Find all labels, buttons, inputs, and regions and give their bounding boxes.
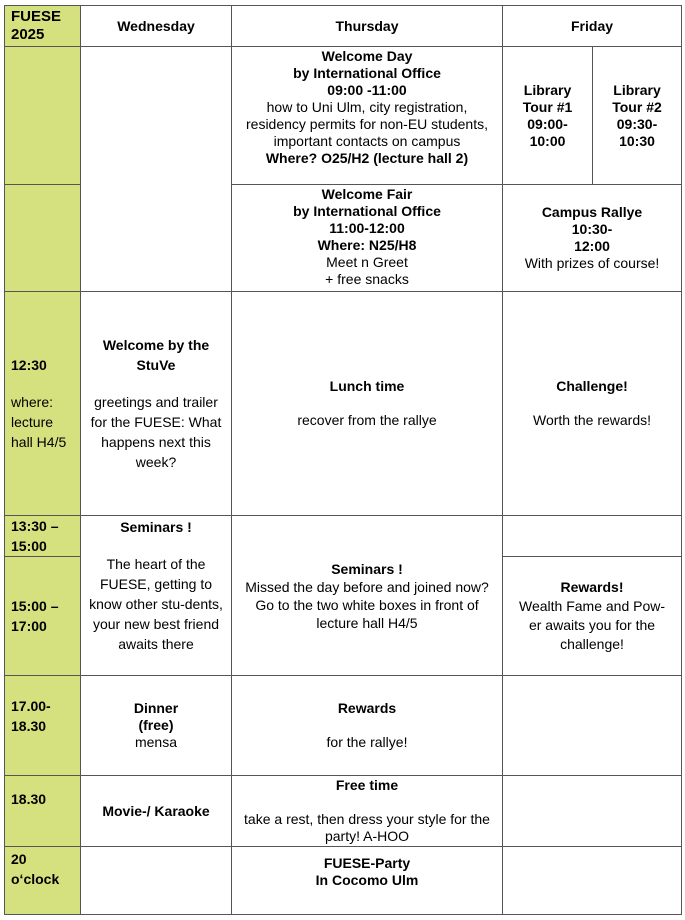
- time-1230: 12:30: [11, 357, 47, 373]
- fri-challenge-cell: [503, 292, 682, 516]
- library-tour-2-line-1: Library: [613, 81, 661, 98]
- time-2000-line-2: o‘clock: [11, 871, 60, 887]
- lunch-title: Lunch time: [329, 378, 405, 394]
- day-header-friday: Friday: [503, 6, 682, 47]
- thu-seminars-title: Seminars !: [331, 560, 403, 577]
- thu-welcome-fair-cell: [232, 185, 503, 292]
- time-cell-1500: [5, 557, 81, 676]
- challenge-title: Challenge!: [556, 378, 628, 394]
- thu-lunch-cell: [232, 292, 503, 516]
- wed-cell-2000: [81, 847, 232, 915]
- where-line-1: where:: [11, 394, 54, 410]
- thu-rewards-desc: for the rallye!: [326, 734, 408, 750]
- row-1: [5, 47, 682, 185]
- time-1700-line-1: 17.00-: [11, 698, 51, 714]
- day-header-thursday: Thursday: [232, 6, 503, 47]
- time-cell-1: [5, 47, 81, 185]
- row-8: [5, 847, 682, 915]
- welcome-stuve-desc: greetings and trailer for the FUESE: What happens next this week?: [90, 394, 222, 470]
- dinner-sub: (free): [138, 717, 174, 733]
- wed-seminars-title: Seminars !: [120, 519, 192, 535]
- fri-cell-1700: [503, 676, 682, 776]
- free-time-desc: take a rest, then dress your style for the party! A-HOO: [244, 811, 490, 844]
- thu-welcome-day-cell: [232, 47, 503, 185]
- wed-cell-morning: [81, 47, 232, 292]
- row-3: [5, 292, 682, 516]
- thu-seminars-cell: [232, 516, 503, 676]
- header-row: [5, 6, 682, 47]
- schedule-table: [4, 5, 682, 915]
- thu-rewards-title: Rewards: [337, 700, 397, 716]
- corner-line-1: FUESE: [11, 8, 62, 25]
- library-tour-1-line-4: 10:00: [529, 132, 566, 149]
- fri-cell-1830: [503, 776, 682, 847]
- wed-welcome-stuve-cell: [81, 292, 232, 516]
- library-tour-1-line-3: 09:00-: [527, 115, 568, 132]
- campus-rallye-time-start: 10:30-: [571, 221, 613, 237]
- welcome-stuve-title: Welcome by the StuVe: [102, 337, 210, 373]
- welcome-fair-title: Welcome Fair: [321, 186, 413, 202]
- fri-library-tour-2: [593, 47, 682, 185]
- free-time-title: Free time: [335, 777, 399, 793]
- wed-dinner-cell: [81, 676, 232, 776]
- fri-rewards-desc: Wealth Fame and Pow-er awaits you for the challenge!: [518, 598, 666, 652]
- time-cell-2000: [5, 847, 81, 915]
- library-tour-2-line-2: Tour #2: [612, 98, 662, 115]
- thu-free-time-cell: [232, 776, 503, 847]
- time-1330-line-2: 15:00: [11, 538, 47, 554]
- time-cell-1330: [5, 516, 81, 557]
- movie-karaoke-title: Movie-/ Karaoke: [102, 802, 210, 819]
- day-header-wednesday: Wednesday: [81, 6, 232, 47]
- row-4: [5, 516, 682, 557]
- campus-rallye-title: Campus Rallye: [541, 204, 643, 220]
- row-6: [5, 676, 682, 776]
- wed-movie-cell: [81, 776, 232, 847]
- welcome-day-where: Where? O25/H2 (lecture hall 2): [265, 150, 469, 166]
- library-tour-1-line-2: Tour #1: [522, 98, 573, 115]
- fri-cell-1330: [503, 516, 682, 557]
- welcome-day-desc: how to Uni Ulm, city registration, residency permits for non-EU students, important contacts on campus: [246, 99, 488, 149]
- welcome-day-time: 09:00 -11:00: [327, 82, 407, 98]
- thu-seminars-desc: Missed the day before and joined now? Go to the two white boxes in front of lecture hall H4/5: [245, 578, 489, 631]
- wed-seminars-cell: [81, 516, 232, 676]
- campus-rallye-time-end: 12:00: [574, 238, 610, 254]
- library-tour-2-line-3: 09:30-: [616, 115, 658, 132]
- library-tour-1-line-1: Library: [523, 81, 572, 98]
- time-cell-1700: [5, 676, 81, 776]
- fri-cell-2000: [503, 847, 682, 915]
- library-tour-2-line-4: 10:30: [619, 132, 655, 149]
- time-cell-1830: [5, 776, 81, 847]
- time-1700-line-2: 18.30: [11, 718, 47, 734]
- fri-rewards-cell: [503, 557, 682, 676]
- dinner-title: Dinner: [133, 700, 179, 716]
- time-2000-line-1: 20: [11, 851, 27, 867]
- fri-rewards-title: Rewards!: [560, 579, 624, 595]
- fri-campus-rallye-cell: [503, 185, 682, 292]
- corner-cell: [5, 6, 81, 47]
- welcome-fair-line-2: + free snacks: [325, 271, 409, 287]
- where-line-2: lecture: [11, 414, 54, 430]
- party-title: FUESE-Party: [323, 855, 411, 871]
- party-location: In Cocomo Ulm: [315, 872, 419, 888]
- welcome-fair-subtitle: by International Office: [293, 203, 441, 219]
- welcome-day-title: Welcome Day: [321, 48, 413, 64]
- lunch-desc: recover from the rallye: [297, 412, 437, 428]
- time-1500-line-2: 17:00: [11, 618, 47, 634]
- challenge-desc: Worth the rewards!: [533, 412, 652, 428]
- welcome-day-subtitle: by International Office: [293, 65, 441, 81]
- campus-rallye-desc: With prizes of course!: [524, 255, 660, 271]
- time-cell-1230: [5, 292, 81, 516]
- wed-seminars-desc: The heart of the FUESE, getting to know other stu-dents, your new best friend awaits there: [89, 556, 223, 652]
- time-1330-line-1: 13:30 –: [11, 518, 59, 534]
- time-cell-2: [5, 185, 81, 292]
- fri-library-tour-1: [503, 47, 593, 185]
- dinner-desc: mensa: [134, 734, 178, 750]
- where-line-3: hall H4/5: [11, 434, 67, 450]
- welcome-fair-time: 11:00-12:00: [329, 220, 405, 236]
- time-1500-line-1: 15:00 –: [11, 598, 59, 614]
- row-7: [5, 776, 682, 847]
- thu-rewards-cell: [232, 676, 503, 776]
- welcome-fair-line-1: Meet n Greet: [326, 254, 408, 270]
- welcome-fair-where: Where: N25/H8: [317, 237, 417, 253]
- thu-party-cell: [232, 847, 503, 915]
- time-1830: 18.30: [11, 791, 47, 807]
- corner-line-2: 2025: [11, 26, 45, 43]
